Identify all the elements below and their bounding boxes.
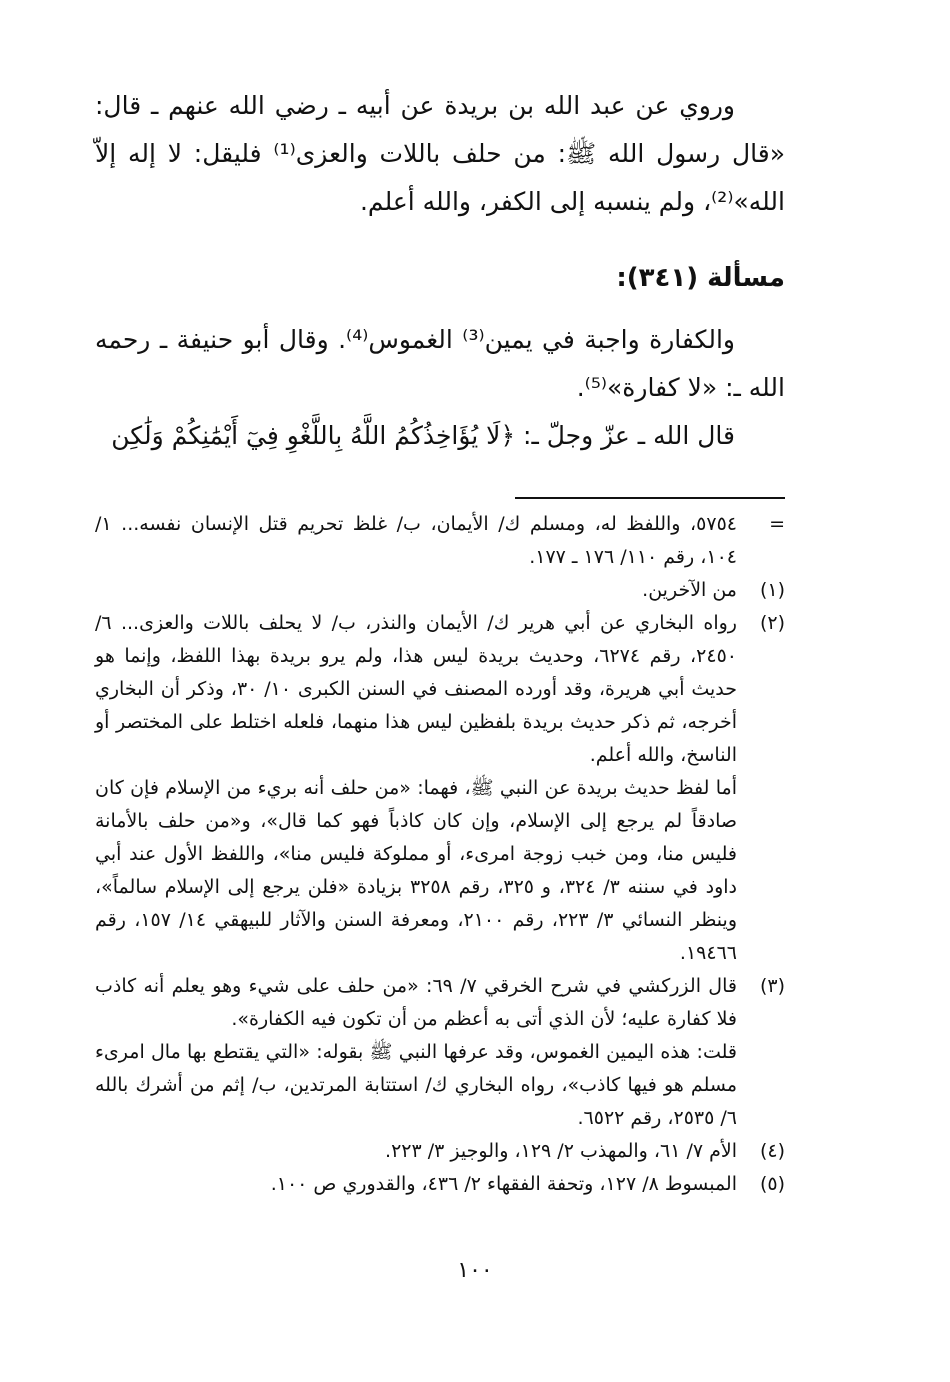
footnote-marker: (٤) [759,1140,785,1162]
footnote-1 [95,574,785,607]
footnote-text: رواه البخاري عن أبي هرير ك/ الأيمان والنذر، ب/ لا يحلف باللات والعزى... ٦/ ٢٤٥٠، رقم ٦٢٧٤، وحديث بريدة ليس هذا، ولم يرو بريدة بهذا اللفظ، وإنما هو حديث أبي هريرة، وقد أورده المصنف في السنن الكبرى ١٠/ ٣٠، وذكر أن البخاري أخرجه، ثم ذكر حديث بريدة بلفظين ليس هذا منهما، فلعله اختلط على المختصر أو الناسخ، والله أعلم. [95,612,737,766]
main-text [95,82,785,460]
footnote-text: من الآخرين. [642,579,737,601]
footnote-3 [95,970,785,1135]
paragraph-kaffara: والكفارة واجبة في يمين⁽³⁾ الغموس⁽⁴⁾. وقال أبو حنيفة ـ رحمه الله ـ: «لا كفارة»⁽⁵⁾. [95,325,785,402]
footnote-text: الأم ٧/ ٦١، والمهذب ٢/ ١٢٩، والوجيز ٣/ ٢٢٣. [385,1140,737,1162]
footnote-continued [95,508,785,574]
footnote-text: المبسوط ٨/ ١٢٧، وتحفة الفقهاء ٢/ ٤٣٦، والقدوري ص ١٠٠. [270,1173,737,1195]
paragraph-quran-quote: قال الله ـ عزّ وجلّ ـ: ﴿لَا يُؤَاخِذُكُمُ اللَّهُ بِاللَّغْوِ فِيٓ أَيْمَٰنِكُمْ وَلَٰكِن [111,421,735,450]
footnote-marker: (١) [759,579,785,601]
issue-heading: مسألة (٣٤١): [616,263,785,293]
footnote-separator [515,497,785,499]
footnote-subparagraph: أما لفظ حديث بريدة عن النبي ﷺ، فهما: «من حلف أنه بريء من الإسلام فإن كان صادقاً لم يرجع إلى الإسلام، وإن كان كاذباً فهو كما قال»، و«من حلف بالأمانة فليس منا، ومن خبب زوجة امرىء، أو مملوكة فليس منا»، واللفظ الأول عند أبي داود في سننه ٣/ ٣٢٤، و ٣٢٥، رقم ٣٢٥٨ بزيادة «فلن يرجع إلى الإسلام سالماً»، وينظر النسائي ٣/ ٢٢٣، رقم ٢١٠٠، ومعرفة السنن والآثار للبيهقي ١٤/ ١٥٧، رقم ١٩٤٦٦. [95,777,738,964]
footnote-4 [95,1135,785,1168]
paragraph-hadith: وروي عن عبد الله بن بريدة عن أبيه ـ رضي الله عنهم ـ قال: «قال رسول الله ﷺ: من حلف باللات والعزى⁽¹⁾ فليقل: لا إله إلاّ الله»⁽²⁾، ولم ينسبه إلى الكفر، والله أعلم. [95,91,785,216]
footnote-5 [95,1168,785,1201]
footnote-marker: = [769,513,785,535]
footnote-marker: (٢) [759,612,785,634]
footnote-text: قال الزركشي في شرح الخرقي ٧/ ٦٩: «من حلف على شيء وهو يعلم أنه كاذب فلا كفارة عليه؛ لأن الذي أتى به أعظم من أن تكون فيه الكفارة». [95,975,737,1030]
footnotes [95,508,785,1201]
footnote-marker: (٥) [759,1173,785,1195]
page-number: ١٠٠ [457,1258,493,1283]
footnote-marker: (٣) [759,975,785,997]
footnote-subparagraph: قلت: هذه اليمين الغموس، وقد عرفها النبي ﷺ بقوله: «التي يقتطع بها مال امرىء مسلم هو فيها كاذب»، رواه البخاري ك/ استتابة المرتدين، ب/ إثم من أشرك بالله ٦/ ٢٥٣٥، رقم ٦٥٢٢. [95,1041,737,1129]
footnote-2 [95,607,785,970]
footnote-text: ٥٧٥٤، واللفظ له، ومسلم ك/ الأيمان، ب/ غلظ تحريم قتل الإنسان نفسه... ١/ ١٠٤، رقم ١١٠/ ١٧٦ ـ ١٧٧. [95,513,737,568]
